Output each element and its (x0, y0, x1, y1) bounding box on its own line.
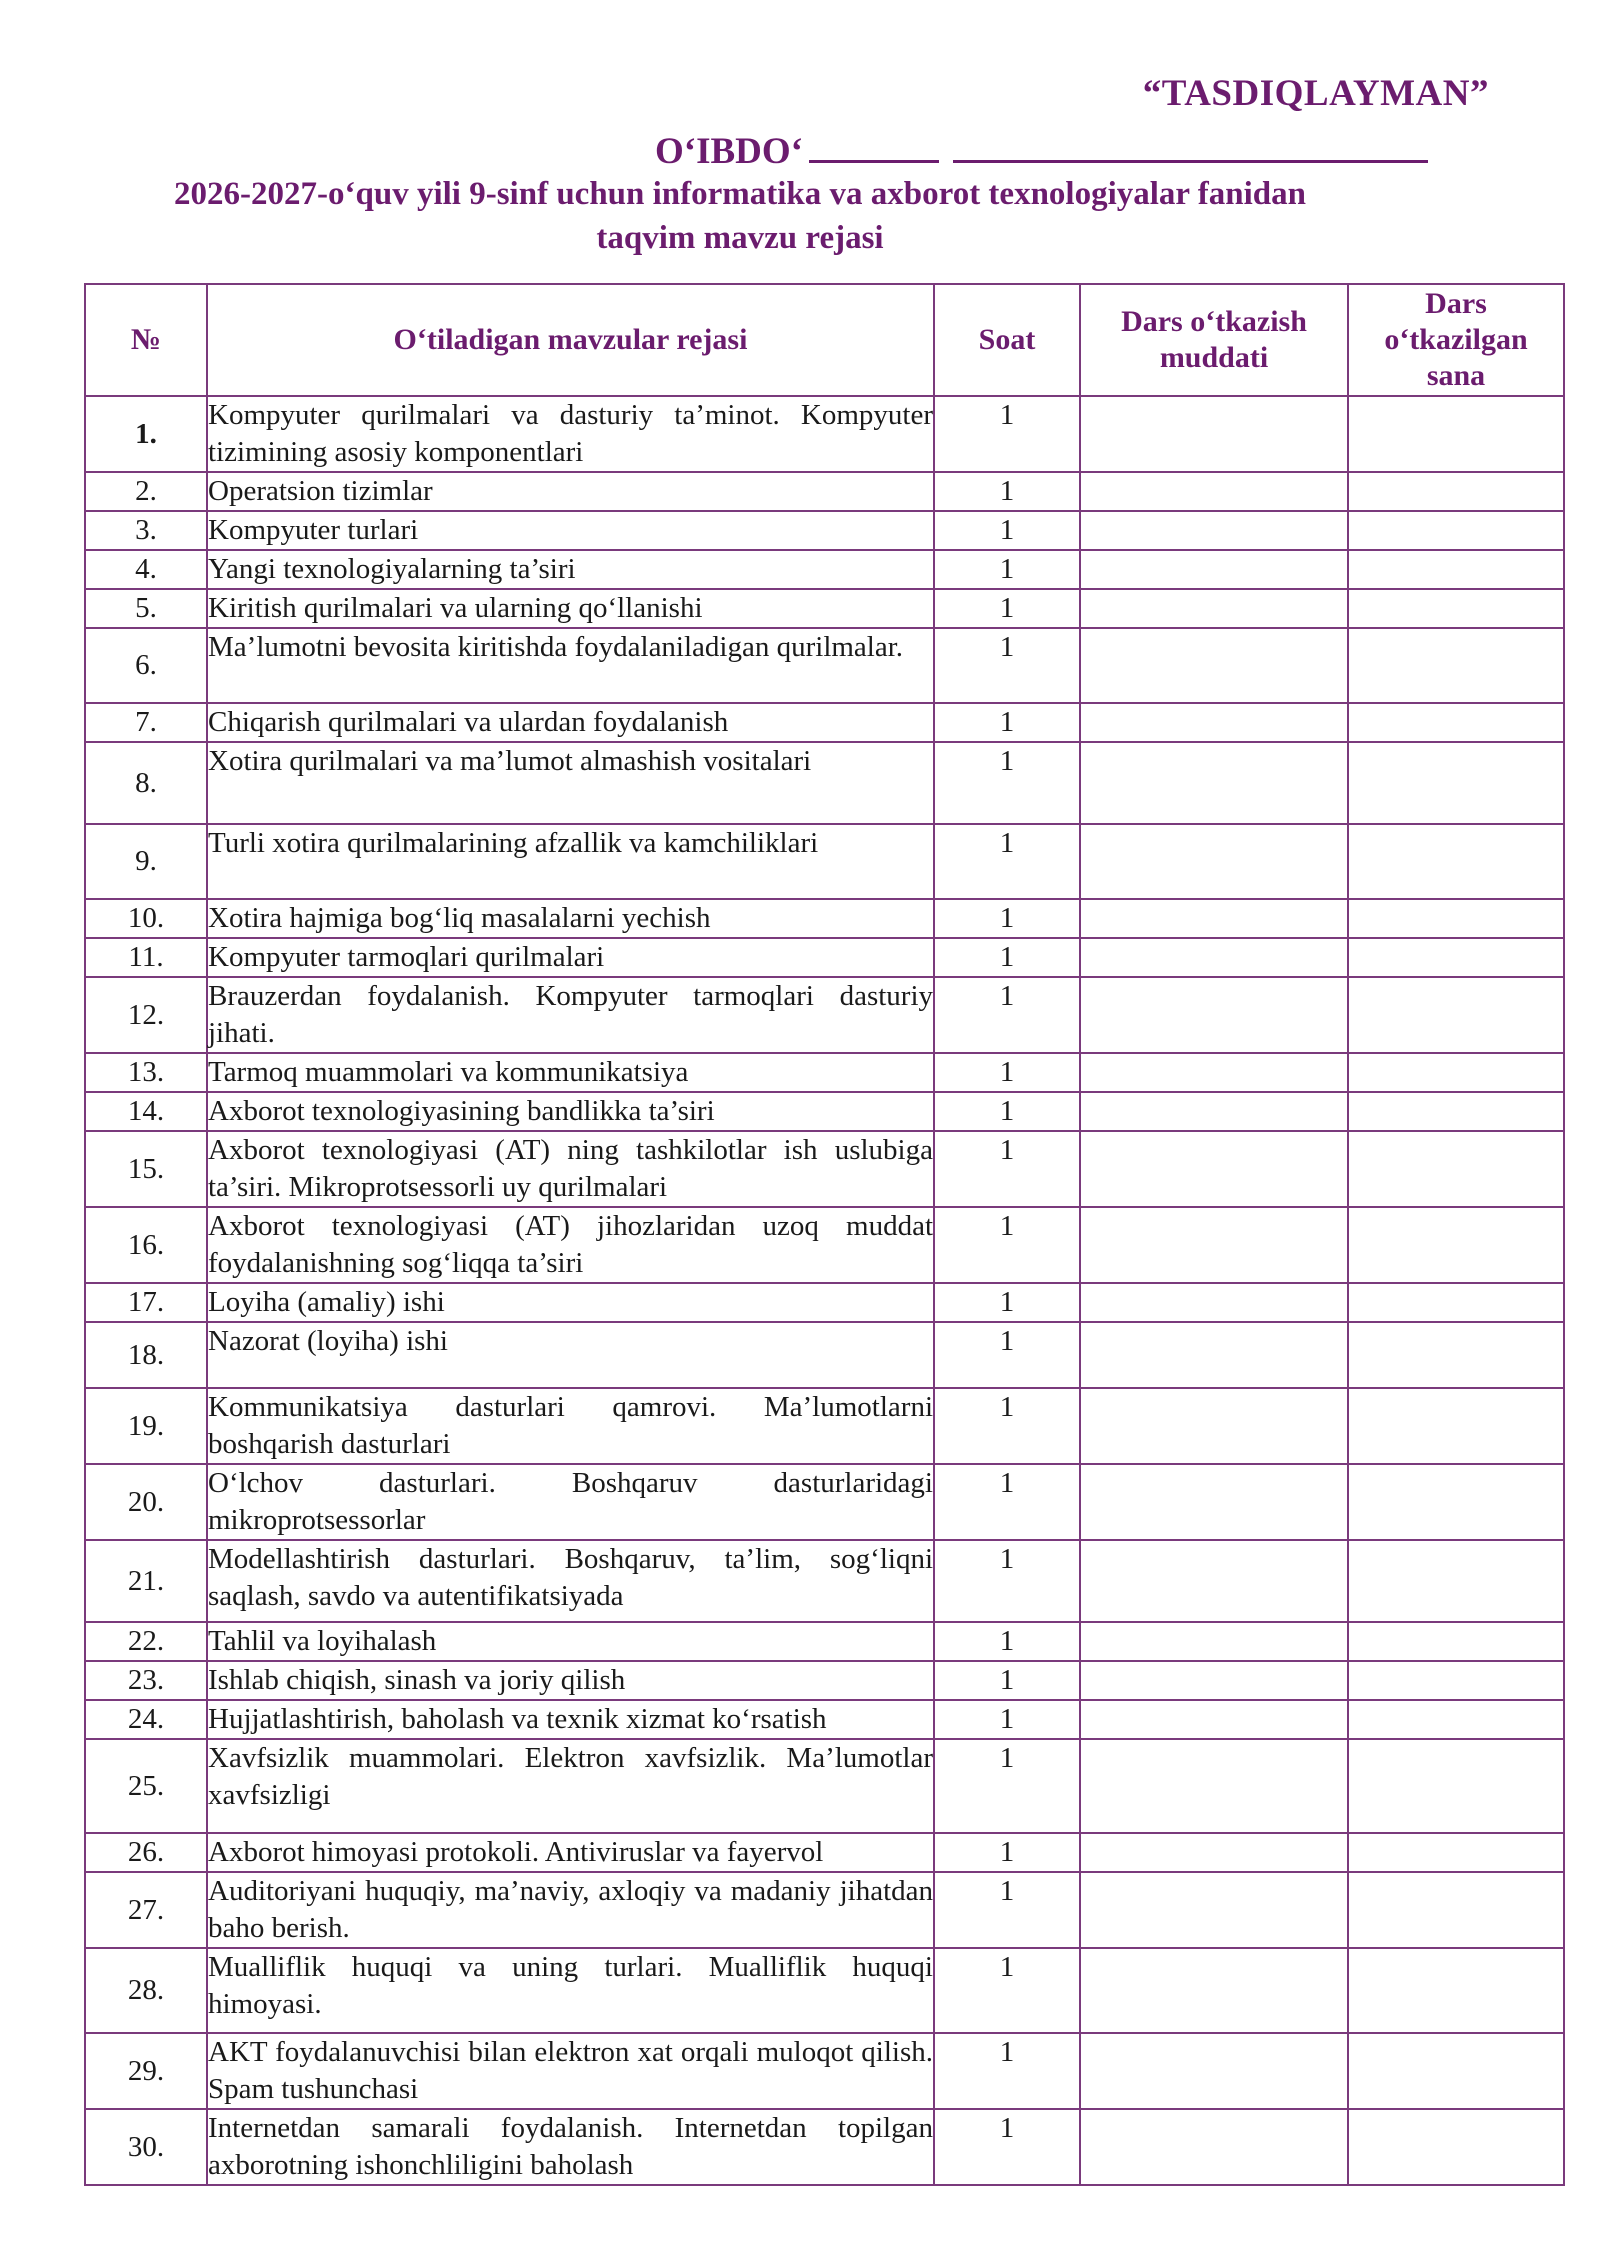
row-period-cell (1080, 628, 1348, 703)
row-number: 14. (85, 1092, 207, 1131)
row-hours: 1 (934, 628, 1080, 703)
table-row (85, 1622, 1564, 1661)
table-row (85, 824, 1564, 899)
row-number: 6. (85, 628, 207, 703)
row-topic: Auditoriyani huquqiy, ma’naviy, axloqiy va madaniy jihatdan baho berish. (207, 1872, 934, 1948)
row-hours: 1 (934, 1739, 1080, 1833)
row-number: 28. (85, 1948, 207, 2033)
row-topic: Kompyuter turlari (207, 511, 934, 550)
row-topic: Ma’lumotni bevosita kiritishda foydalaniladigan qurilmalar. (207, 628, 934, 703)
row-period-cell (1080, 977, 1348, 1053)
table-row (85, 1322, 1564, 1388)
row-topic: Chiqarish qurilmalari va ulardan foydalanish (207, 703, 934, 742)
row-date-cell (1348, 824, 1564, 899)
name-blank (953, 126, 1428, 163)
row-hours: 1 (934, 1872, 1080, 1948)
row-number: 23. (85, 1661, 207, 1700)
row-period-cell (1080, 824, 1348, 899)
row-number: 4. (85, 550, 207, 589)
row-number: 18. (85, 1322, 207, 1388)
table-row (85, 1661, 1564, 1700)
row-period-cell (1080, 703, 1348, 742)
row-date-cell (1348, 977, 1564, 1053)
row-date-cell (1348, 1464, 1564, 1540)
row-period-cell (1080, 1872, 1348, 1948)
row-topic: Hujjatlashtirish, baholash va texnik xizmat ko‘rsatish (207, 1700, 934, 1739)
row-period-cell (1080, 1388, 1348, 1464)
header-period-line-2: muddati (1159, 341, 1269, 374)
table-row (85, 742, 1564, 824)
table-row (85, 1053, 1564, 1092)
row-number: 2. (85, 472, 207, 511)
row-date-cell (1348, 1207, 1564, 1283)
row-number: 21. (85, 1540, 207, 1622)
table-row (85, 511, 1564, 550)
row-date-cell (1348, 1092, 1564, 1131)
row-period-cell (1080, 2033, 1348, 2109)
table-row (85, 703, 1564, 742)
table-row (85, 1872, 1564, 1948)
row-period-cell (1080, 1464, 1348, 1540)
row-hours: 1 (934, 742, 1080, 824)
row-period-cell (1080, 396, 1348, 472)
header-hours: Soat (934, 284, 1080, 396)
row-topic: Xotira hajmiga bog‘liq masalalarni yechish (207, 899, 934, 938)
row-hours: 1 (934, 938, 1080, 977)
row-hours: 1 (934, 1131, 1080, 1207)
row-hours: 1 (934, 1540, 1080, 1622)
row-hours: 1 (934, 1661, 1080, 1700)
row-hours: 1 (934, 2033, 1080, 2109)
row-number: 12. (85, 977, 207, 1053)
header-date-line-3: sana (1426, 359, 1486, 392)
row-period-cell (1080, 1661, 1348, 1700)
row-topic: Internetdan samarali foydalanish. Internetdan topilgan axborotning ishonchliligini baholash (207, 2109, 934, 2185)
row-hours: 1 (934, 1464, 1080, 1540)
row-number: 30. (85, 2109, 207, 2185)
row-period-cell (1080, 742, 1348, 824)
row-topic: Turli xotira qurilmalarining afzallik va kamchiliklari (207, 824, 934, 899)
row-period-cell (1080, 1948, 1348, 2033)
row-number: 7. (85, 703, 207, 742)
row-date-cell (1348, 396, 1564, 472)
director-label: O‘IBDO‘ (655, 131, 803, 172)
table-row (85, 589, 1564, 628)
row-period-cell (1080, 472, 1348, 511)
row-date-cell (1348, 472, 1564, 511)
row-topic: Axborot texnologiyasi (AT) jihozlaridan uzoq muddat foydalanishning sog‘liqqa ta’siri (207, 1207, 934, 1283)
row-topic: Axborot texnologiyasi (AT) ning tashkilotlar ish uslubiga ta’siri. Mikroprotsessorli uy qurilmalari (207, 1131, 934, 1207)
title-line-2: taqvim mavzu rejasi (596, 220, 884, 256)
row-period-cell (1080, 589, 1348, 628)
row-number: 10. (85, 899, 207, 938)
row-hours: 1 (934, 1283, 1080, 1322)
row-hours: 1 (934, 396, 1080, 472)
row-topic: Tarmoq muammolari va kommunikatsiya (207, 1053, 934, 1092)
lesson-plan-table (84, 283, 1565, 2186)
row-date-cell (1348, 1872, 1564, 1948)
approval-heading: “TASDIQLAYMAN” (1142, 73, 1489, 114)
row-topic: Mualliflik huquqi va uning turlari. Mualliflik huquqi himoyasi. (207, 1948, 934, 2033)
row-period-cell (1080, 1540, 1348, 1622)
row-topic: Kompyuter tarmoqlari qurilmalari (207, 938, 934, 977)
row-date-cell (1348, 550, 1564, 589)
header-date-line-2: o‘tkazilgan (1384, 323, 1528, 356)
table-row (85, 1948, 1564, 2033)
row-hours: 1 (934, 703, 1080, 742)
row-hours: 1 (934, 511, 1080, 550)
table-row (85, 1540, 1564, 1622)
row-hours: 1 (934, 1053, 1080, 1092)
row-number: 27. (85, 1872, 207, 1948)
row-number: 16. (85, 1207, 207, 1283)
row-date-cell (1348, 742, 1564, 824)
header-date (1348, 284, 1564, 396)
row-date-cell (1348, 1833, 1564, 1872)
row-topic: O‘lchov dasturlari. Boshqaruv dasturlaridagi mikroprotsessorlar (207, 1464, 934, 1540)
row-period-cell (1080, 550, 1348, 589)
table-row (85, 1700, 1564, 1739)
table-row (85, 1207, 1564, 1283)
row-date-cell (1348, 1283, 1564, 1322)
title-line-1: 2026-2027-o‘quv yili 9-sinf uchun informatika va axborot texnologiyalar fanidan (174, 176, 1306, 212)
row-date-cell (1348, 1739, 1564, 1833)
table-row (85, 628, 1564, 703)
row-date-cell (1348, 938, 1564, 977)
header-topic: O‘tiladigan mavzular rejasi (207, 284, 934, 396)
row-topic: Kiritish qurilmalari va ularning qo‘llanishi (207, 589, 934, 628)
row-hours: 1 (934, 472, 1080, 511)
row-date-cell (1348, 1661, 1564, 1700)
header-number: № (85, 284, 207, 396)
row-topic: Operatsion tizimlar (207, 472, 934, 511)
table-row (85, 938, 1564, 977)
signature-blank (809, 126, 939, 163)
row-number: 1. (85, 396, 207, 472)
table-row (85, 472, 1564, 511)
row-date-cell (1348, 1131, 1564, 1207)
row-number: 5. (85, 589, 207, 628)
row-topic: Brauzerdan foydalanish. Kompyuter tarmoqlari dasturiy jihati. (207, 977, 934, 1053)
header-date-line-1: Dars (1425, 287, 1487, 320)
row-date-cell (1348, 1053, 1564, 1092)
row-number: 24. (85, 1700, 207, 1739)
row-topic: Tahlil va loyihalash (207, 1622, 934, 1661)
row-period-cell (1080, 1322, 1348, 1388)
row-date-cell (1348, 1948, 1564, 2033)
row-topic: AKT foydalanuvchisi bilan elektron xat orqali muloqot qilish. Spam tushunchasi (207, 2033, 934, 2109)
row-period-cell (1080, 2109, 1348, 2185)
row-date-cell (1348, 511, 1564, 550)
row-hours: 1 (934, 977, 1080, 1053)
row-hours: 1 (934, 824, 1080, 899)
row-date-cell (1348, 589, 1564, 628)
table-row (85, 1833, 1564, 1872)
row-period-cell (1080, 1739, 1348, 1833)
table-row (85, 550, 1564, 589)
row-topic: Ishlab chiqish, sinash va joriy qilish (207, 1661, 934, 1700)
row-hours: 1 (934, 1207, 1080, 1283)
row-topic: Xotira qurilmalari va ma’lumot almashish vositalari (207, 742, 934, 824)
row-number: 15. (85, 1131, 207, 1207)
row-number: 8. (85, 742, 207, 824)
row-date-cell (1348, 1700, 1564, 1739)
row-period-cell (1080, 1283, 1348, 1322)
row-period-cell (1080, 938, 1348, 977)
row-date-cell (1348, 628, 1564, 703)
header-period (1080, 284, 1348, 396)
row-period-cell (1080, 1207, 1348, 1283)
row-date-cell (1348, 899, 1564, 938)
row-date-cell (1348, 703, 1564, 742)
row-hours: 1 (934, 550, 1080, 589)
row-number: 9. (85, 824, 207, 899)
row-period-cell (1080, 1092, 1348, 1131)
row-period-cell (1080, 1700, 1348, 1739)
row-hours: 1 (934, 1833, 1080, 1872)
table-row (85, 1464, 1564, 1540)
row-hours: 1 (934, 1700, 1080, 1739)
table-row (85, 899, 1564, 938)
row-period-cell (1080, 1833, 1348, 1872)
table-row (85, 396, 1564, 472)
row-date-cell (1348, 1388, 1564, 1464)
director-signature-line (655, 126, 1428, 173)
row-number: 29. (85, 2033, 207, 2109)
row-topic: Loyiha (amaliy) ishi (207, 1283, 934, 1322)
header-period-line-1: Dars o‘tkazish (1121, 305, 1307, 338)
row-number: 26. (85, 1833, 207, 1872)
row-period-cell (1080, 899, 1348, 938)
table-header-row (85, 284, 1564, 396)
row-number: 25. (85, 1739, 207, 1833)
row-topic: Nazorat (loyiha) ishi (207, 1322, 934, 1388)
document-title (60, 172, 1420, 260)
row-number: 22. (85, 1622, 207, 1661)
row-date-cell (1348, 1322, 1564, 1388)
row-period-cell (1080, 1622, 1348, 1661)
row-topic: Kommunikatsiya dasturlari qamrovi. Ma’lumotlarni boshqarish dasturlari (207, 1388, 934, 1464)
row-topic: Modellashtirish dasturlari. Boshqaruv, ta’lim, sog‘liqni saqlash, savdo va autentifikatsiyada (207, 1540, 934, 1622)
row-date-cell (1348, 2033, 1564, 2109)
row-topic: Axborot himoyasi protokoli. Antiviruslar va fayervol (207, 1833, 934, 1872)
row-topic: Yangi texnologiyalarning ta’siri (207, 550, 934, 589)
row-hours: 1 (934, 1092, 1080, 1131)
row-topic: Kompyuter qurilmalari va dasturiy ta’minot. Kompyuter tizimining asosiy komponentlari (207, 396, 934, 472)
row-period-cell (1080, 1131, 1348, 1207)
table-row (85, 2109, 1564, 2185)
row-date-cell (1348, 1540, 1564, 1622)
table-body (85, 396, 1564, 2185)
table-row (85, 977, 1564, 1053)
row-period-cell (1080, 511, 1348, 550)
table-row (85, 1092, 1564, 1131)
row-period-cell (1080, 1053, 1348, 1092)
row-hours: 1 (934, 1948, 1080, 2033)
table-row (85, 1739, 1564, 1833)
row-number: 13. (85, 1053, 207, 1092)
row-number: 19. (85, 1388, 207, 1464)
table-row (85, 2033, 1564, 2109)
row-date-cell (1348, 1622, 1564, 1661)
row-topic: Xavfsizlik muammolari. Elektron xavfsizlik. Ma’lumotlar xavfsizligi (207, 1739, 934, 1833)
row-hours: 1 (934, 2109, 1080, 2185)
row-hours: 1 (934, 899, 1080, 938)
row-number: 20. (85, 1464, 207, 1540)
row-hours: 1 (934, 1322, 1080, 1388)
row-number: 3. (85, 511, 207, 550)
table-row (85, 1283, 1564, 1322)
row-hours: 1 (934, 1388, 1080, 1464)
row-topic: Axborot texnologiyasining bandlikka ta’siri (207, 1092, 934, 1131)
row-hours: 1 (934, 589, 1080, 628)
row-hours: 1 (934, 1622, 1080, 1661)
table-row (85, 1388, 1564, 1464)
row-number: 17. (85, 1283, 207, 1322)
row-number: 11. (85, 938, 207, 977)
row-date-cell (1348, 2109, 1564, 2185)
table-row (85, 1131, 1564, 1207)
